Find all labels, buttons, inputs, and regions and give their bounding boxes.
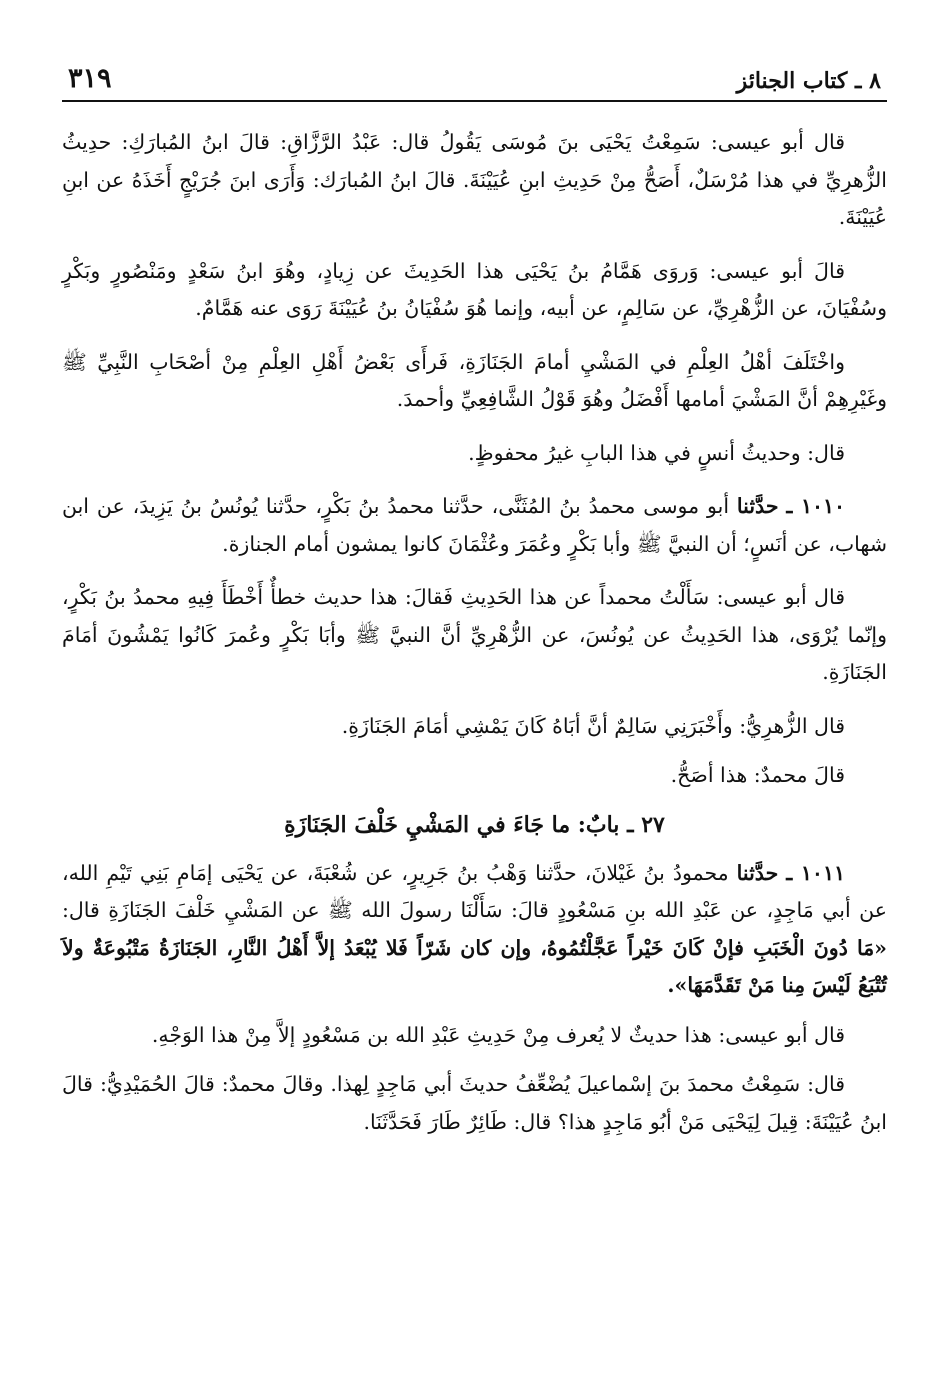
paragraph: واخْتَلَفَ أهْلُ العِلْمِ في المَشْيِ أمامَ الجَنَازَةِ، فَرأَى بَعْضُ أَهْلِ العِلْمِ مِنْ أصْحَابِ النَّبِيِّ ﷺ وغَيْرِهِمْ أنَّ المَشْيَ أمامها أَفْضَلُ وهُوَ قَوْلُ الشَّافِعِيِّ وأحمدَ. <box>62 349 887 411</box>
page-number: ٣١٩ <box>68 63 112 94</box>
prophetic-quote: «مَا دُونَ الْخَبَبِ فإنْ كَانَ خَيْراً عَجَّلْتُمُوهُ، وإن كان شَرّاً فَلا يُبْعَدُ إلاَّ أَهْلُ النَّارِ، الجَنَازَةُ مَتْبُوعَةٌ ولاَ تُتْبَعُ لَيْسَ مِنا مَنْ تَقَدَّمَهَا». <box>62 935 887 997</box>
chapter-title: ٢٧ ـ بابٌ: ما جَاءَ في المَشْيِ خَلْفَ الجَنَازَةِ <box>284 811 665 838</box>
hadith-1010 <box>62 488 887 563</box>
paragraph: قال: وحديثُ أنسٍ في هذا البابِ غيرُ محفوظٍ. <box>468 440 845 465</box>
hadith-text: أبو موسى محمدُ بنُ المُثَنَّى، حدَّثنا محمدُ بنُ بَكْرٍ، حدَّثنا يُونُسُ بنُ يَزِيدَ، عن ابن شهاب، عن أنَسٍ؛ أن النبيَّ ﷺ وأبا بَكْرٍ وعُمَرَ وعُثْمَانَ كانوا يمشون أمام الجنازة. <box>62 494 887 556</box>
page-body <box>62 124 887 1141</box>
hadith-lead: حدَّثنا <box>736 860 779 885</box>
paragraph: قالَ أبو عيسى: وَروَى هَمَّامُ بنُ يَحْيَى هذا الحَدِيثَ عن زِيادٍ، وهُوَ ابنُ سَعْدٍ ومَنْصُورٍ وبَكْرٍ وسُفْيَانَ، عن الزُّهْرِيِّ، عن سَالِمٍ، عن أبيه، وإنما هُوَ سُفْيَانُ بنُ عُيَيْنَةَ رَوَى عنه هَمَّامٌ. <box>62 258 887 320</box>
paragraph: قال أبو عيسى: سَمِعْتُ يَحْيَى بنَ مُوسَى يَقُولُ قال: عَبْدُ الرَّزَّاقِ: قالَ ابنُ المُبارَكِ: حدِيثُ الزُّهرِيِّ في هذا مُرْسَلٌ، أَصَحُّ مِنْ حَدِيثِ ابنِ عُيَيْنَةَ. قالَ ابنُ المُبارَك: وَأَرَى ابنَ جُرَيْجٍ أَخَذَهُ عن ابنِ عُيَيْنَةَ. <box>62 130 887 229</box>
running-title: ٨ ـ كتاب الجنائز <box>736 68 881 94</box>
paragraph: قالَ محمدٌ: هذا أصَحُّ. <box>670 763 845 787</box>
page-header <box>62 58 887 102</box>
hadith-text: محمودُ بنُ غَيْلانَ، حدَّثنا وَهْبُ بنُ جَرِيرٍ، عن شُعْبَةَ، عن يَحْيَى إمَامِ بَنِي تَيْمِ الله، عن أبي مَاجِدٍ، عن عَبْدِ الله بنِ مَسْعُودٍ قالَ: سَأَلْنَا رسولَ الله ﷺ عن المَشْيِ خَلْفَ الجَنَازَةِ قال: <box>62 860 887 922</box>
hadith-lead: حدَّثنا <box>736 494 779 518</box>
hadith-1011 <box>62 855 887 1005</box>
paragraph: قال أبو عيسى: هذا حديثٌ لا يُعرف مِنْ حَدِيثِ عَبْدِ الله بن مَسْعُودٍ إلاَّ مِنْ هذا الوَجْهِ. <box>151 1022 845 1047</box>
paragraph: قال أبو عيسى: سَأَلْتُ محمداً عن هذا الحَدِيثِ فَقالَ: هذا حديث خطأٌ أَخْطَأَ فِيهِ محمدُ بنُ بَكْرٍ، وإنّما يُرْوَى، هذا الحَدِيثُ عن يُونُسَ، عن الزُّهْرِيِّ أنَّ النبيَّ ﷺ وأبَا بَكْرٍ وعُمرَ كَانُوا يَمْشُونَ أمَامَ الجَنَازَةِ. <box>62 585 887 684</box>
hadith-number: ١٠١١ ـ <box>786 860 845 885</box>
paragraph: قال الزُّهرِيُّ: وأَخْبَرَنِي سَالِمٌ أنَّ أبَاهُ كَانَ يَمْشِي أمَامَ الجَنَازَةِ. <box>341 713 845 738</box>
paragraph: قال: سَمِعْتُ محمدَ بنَ إسْماعيلَ يُضْعِّفُ حديثَ أبي مَاجِدٍ لِهذا. وقالَ محمدٌ: قالَ الحُمَيْدِيُّ: قالَ ابنُ عُيَيْنَةَ: قِيلَ لِيَحْيَى مَنْ أبُو مَاجِدٍ هذا؟ قال: طَائِرٌ طَارَ فَحَدَّثَنَا. <box>62 1072 887 1134</box>
hadith-number: ١٠١٠ ـ <box>786 494 845 518</box>
